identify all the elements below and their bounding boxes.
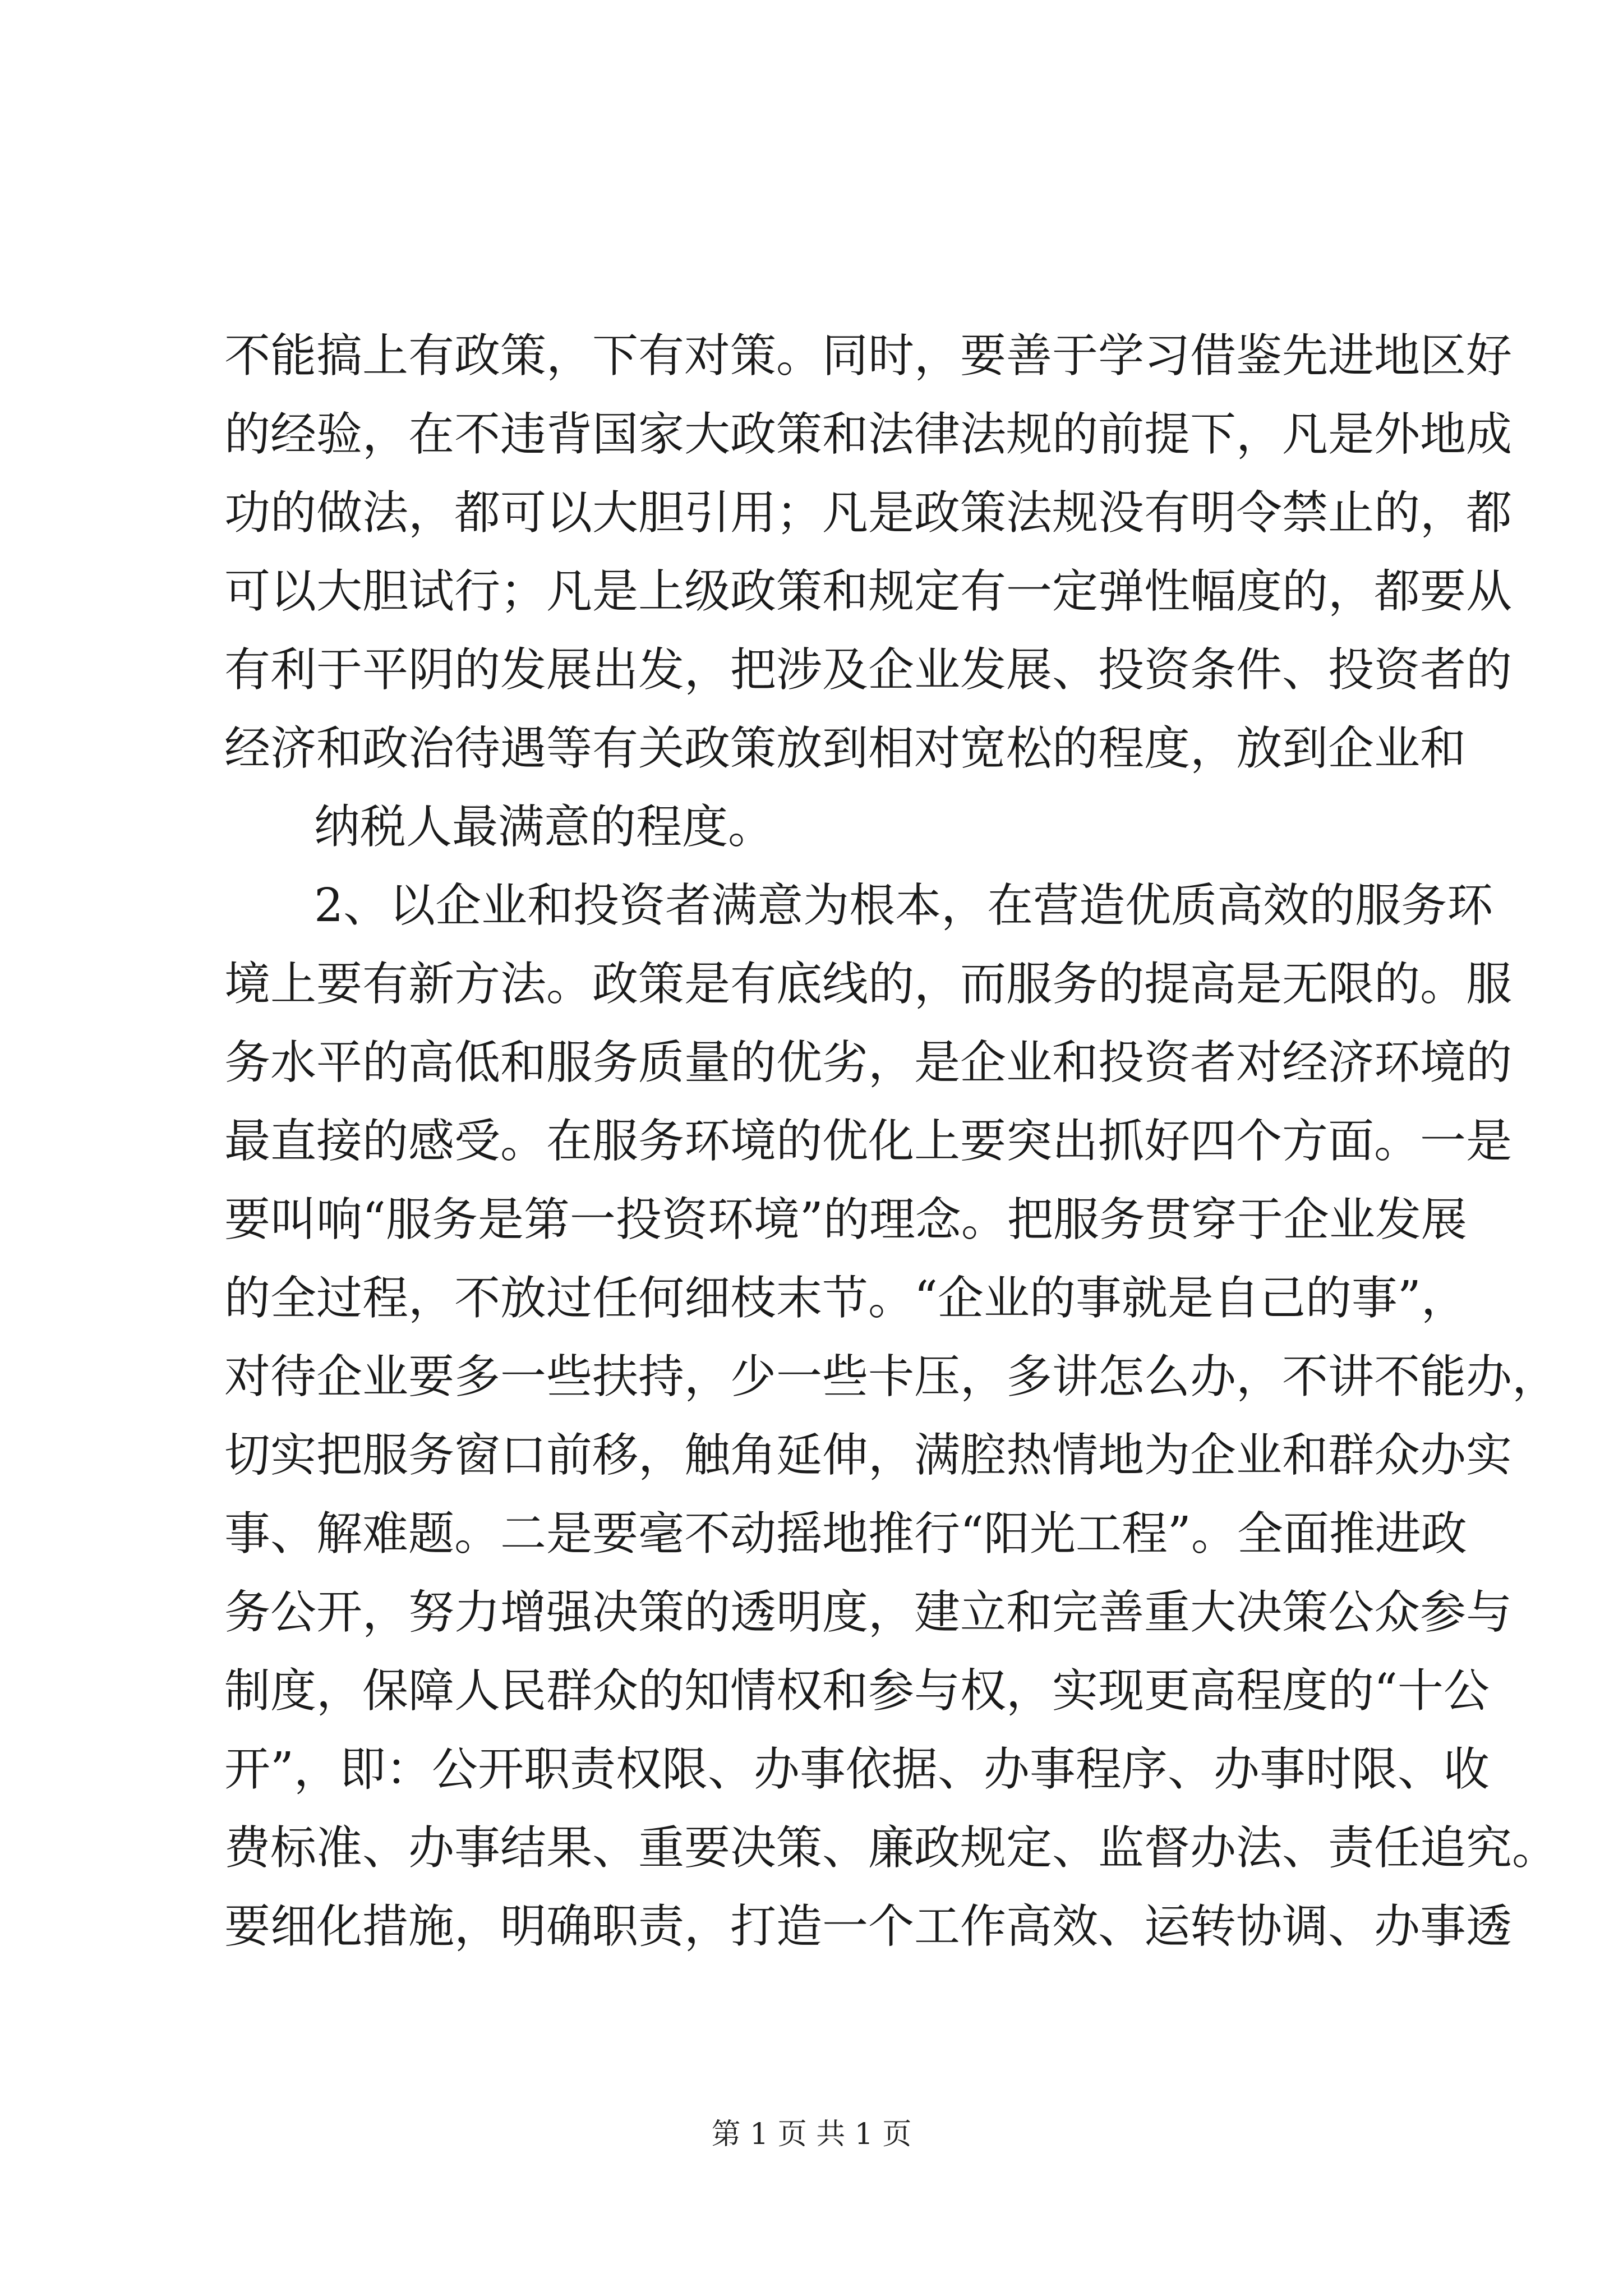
text-line: 要叫响“服务是第一投资环境”的理念。把服务贯穿于企业发展 [224, 1193, 1467, 1246]
paragraph-start-line: 2、以企业和投资者满意为根本，在营造优质高效的服务环 [314, 879, 1493, 932]
text-line: 开”，即：公开职责权限、办事依据、办事程序、办事时限、收 [224, 1743, 1490, 1796]
text-line: 境上要有新方法。政策是有底线的，而服务的提高是无限的。服 [224, 958, 1513, 1011]
text-line: 可以大胆试行；凡是上级政策和规定有一定弹性幅度的，都要从 [224, 565, 1513, 618]
text-line: 功的做法，都可以大胆引用；凡是政策法规没有明令禁止的，都 [224, 486, 1513, 540]
text-line: 经济和政治待遇等有关政策放到相对宽松的程度，放到企业和 [224, 722, 1467, 775]
text-line: 的全过程，不放过任何细枝末节。“企业的事就是自己的事”， [224, 1272, 1467, 1325]
text-line: 最直接的感受。在服务环境的优化上要突出抓好四个方面。一是 [224, 1115, 1513, 1168]
page-number-label: 第 1 页 共 1 页 [711, 2118, 912, 2151]
text-line: 制度，保障人民群众的知情权和参与权，实现更高程度的“十公 [224, 1664, 1490, 1718]
text-line: 有利于平阴的发展出发，把涉及企业发展、投资条件、投资者的 [224, 643, 1513, 697]
text-line: 费标准、办事结果、重要决策、廉政规定、监督办法、责任追究。 [224, 1821, 1559, 1875]
text-line: 事、解难题。二是要毫不动摇地推行“阳光工程”。全面推进政 [224, 1507, 1467, 1561]
text-line: 对待企业要多一些扶持，少一些卡压，多讲怎么办，不讲不能办， [224, 1350, 1559, 1404]
page-footer [0, 2112, 1623, 2157]
text-line: 纳税人最满意的程度。 [314, 800, 774, 854]
text-line: 切实把服务窗口前移，触角延伸，满腔热情地为企业和群众办实 [224, 1429, 1513, 1482]
text-line: 务公开，努力增强决策的透明度，建立和完善重大决策公众参与 [224, 1586, 1513, 1639]
text-line: 要细化措施，明确职责，打造一个工作高效、运转协调、办事透 [224, 1900, 1513, 1953]
text-line: 的经验，在不违背国家大政策和法律法规的前提下，凡是外地成 [224, 408, 1513, 461]
text-line: 不能搞上有政策，下有对策。同时，要善于学习借鉴先进地区好 [224, 329, 1513, 383]
text-line: 务水平的高低和服务质量的优劣，是企业和投资者对经济环境的 [224, 1036, 1513, 1089]
